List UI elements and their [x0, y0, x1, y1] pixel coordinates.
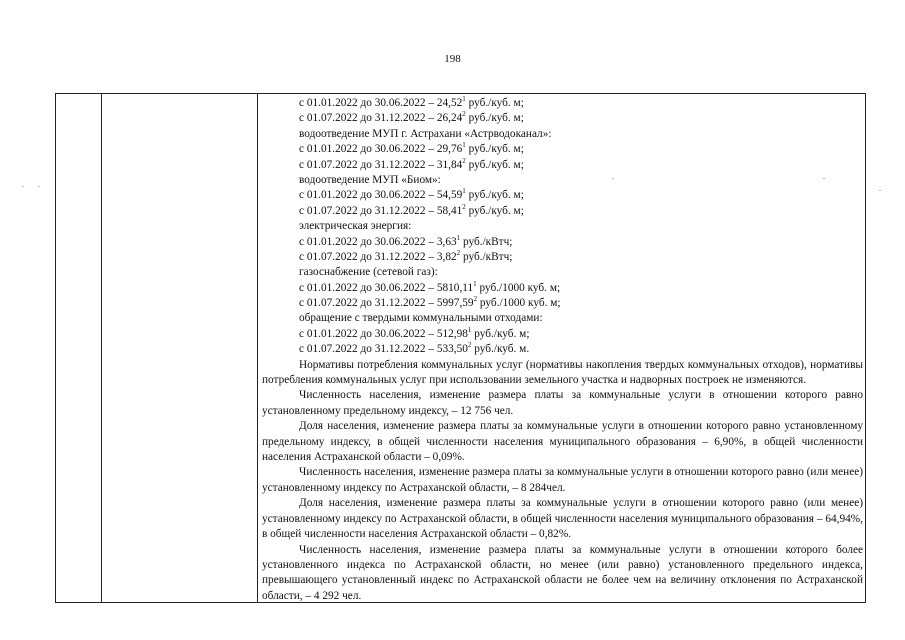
table-column-divider	[257, 94, 258, 602]
tariff-unit: руб./куб. м;	[465, 143, 524, 156]
scan-speck	[823, 178, 825, 179]
tariff-line	[262, 327, 863, 342]
scan-speck	[612, 178, 614, 179]
tariff-list	[262, 96, 863, 358]
tariff-line	[262, 235, 863, 250]
tariff-text: с 01.07.2022 до 31.12.2022 – 533,50	[299, 343, 468, 356]
footnote-marker: 1	[462, 95, 466, 104]
paragraph-share-regional: Доля населения, изменение размера платы за коммунальные услуги в отношении которого равно (или менее) установленному индексу по Астраханской области, в общей численности населения муниципального образования – 64,94%, в общей численности населения Астраханской области – 0,82%.	[262, 497, 863, 541]
tariff-text: с 01.01.2022 до 30.06.2022 – 54,59	[299, 189, 463, 202]
tariff-unit: руб./1000 куб. м;	[477, 297, 561, 310]
footnote-marker: 1	[467, 326, 472, 335]
tariff-unit: руб./кВтч;	[460, 250, 513, 263]
table-column-divider	[101, 94, 102, 602]
tariff-line	[262, 265, 863, 280]
tariff-unit: руб./1000 куб. м;	[476, 281, 561, 294]
tariff-unit: руб./куб. м;	[465, 97, 524, 109]
footnote-marker: 2	[462, 202, 466, 211]
tariff-text: водоотведение МУП г. Астрахани «Астрводоканал»:	[299, 127, 552, 140]
tariff-line	[262, 158, 863, 173]
paragraph-list	[262, 358, 863, 605]
tariff-text: с 01.07.2022 до 31.12.2022 – 31,84	[299, 158, 463, 171]
tariff-line	[262, 204, 863, 219]
footnote-marker: 2	[456, 249, 461, 258]
tariff-text: с 01.01.2022 до 30.06.2022 – 512,98	[299, 327, 468, 340]
tariff-unit: руб./куб. м;	[471, 327, 530, 340]
footnote-marker: 1	[473, 279, 477, 288]
tariff-unit: руб./куб. м;	[465, 204, 524, 217]
tariff-text: с 01.07.2022 до 31.12.2022 – 5997,59	[299, 297, 474, 310]
tariff-line	[262, 342, 863, 357]
tariff-line	[262, 173, 863, 188]
tariff-text: с 01.01.2022 до 30.06.2022 – 3,63	[299, 235, 457, 248]
tariff-line	[262, 96, 863, 111]
footnote-marker: 2	[467, 341, 472, 350]
paragraph-norms: Нормативы потребления коммунальных услуг (нормативы накопления твердых коммунальных отходов), нормативы потребления коммунальных услуг при использовании земельного участка и надворных построек не изменяются.	[262, 358, 863, 387]
tariff-line	[262, 250, 863, 265]
tariff-text: электрическая энергия:	[299, 220, 412, 233]
footnote-marker: 1	[462, 141, 466, 150]
tariff-unit: руб./куб. м;	[465, 158, 524, 171]
paragraph-population-regional: Численность населения, изменение размера платы за коммунальные услуги в отношении которого равно (или менее) установленному индексу по Астраханской области, – 8 284чел.	[262, 466, 863, 494]
tariff-line	[262, 219, 863, 234]
table-content-cell	[262, 96, 863, 604]
paragraph-population-limit: Численность населения, изменение размера платы за коммунальные услуги в отношении которого равно установленному предельному индексу, – 12 756 чел.	[262, 389, 863, 417]
tariff-line	[262, 127, 863, 142]
footnote-marker: 2	[462, 156, 466, 165]
tariff-line	[262, 281, 863, 296]
scan-speck	[22, 186, 24, 187]
paragraph-share-limit: Доля населения, изменение размера платы за коммунальные услуги в отношении которого равно установленному предельному индексу, в общей численности населения муниципального образования – 6,90%, в общей численности населения Астраханской области – 0,09%.	[262, 420, 863, 464]
tariff-text: обращение с твердыми коммунальными отходами:	[299, 312, 543, 325]
tariff-unit: руб./куб. м;	[465, 112, 524, 125]
tariff-text: водоотведение МУП «Биом»:	[299, 173, 441, 186]
tariff-unit: руб./куб. м;	[465, 189, 524, 202]
tariff-line	[262, 311, 863, 326]
tariff-unit: руб./кВтч;	[460, 235, 513, 248]
tariff-text: с 01.01.2022 до 30.06.2022 – 29,76	[299, 143, 463, 156]
footnote-marker: 2	[473, 295, 478, 304]
paragraph-population-above: Численность населения, изменение размера платы за коммунальные услуги в отношении которого более установленного индекса по Астраханской области, но менее (или равно) установленного предельного индекса, превышающего установленный индекс по Астраханской области не более чем на величину отклонения по Астраханской области, – 4 292 чел.	[262, 543, 863, 602]
tariff-text: с 01.07.2022 до 31.12.2022 – 26,24	[299, 112, 463, 125]
tariff-text: с 01.01.2022 до 30.06.2022 – 5810,11	[299, 281, 474, 294]
page-number: 198	[444, 53, 461, 65]
tariff-line	[262, 188, 863, 203]
tariff-line	[262, 111, 863, 126]
tariff-line	[262, 142, 863, 157]
footnote-marker: 1	[462, 187, 466, 196]
footnote-marker: 2	[462, 110, 466, 119]
tariff-text: с 01.01.2022 до 30.06.2022 – 24,52	[299, 97, 463, 109]
tariff-line	[262, 296, 863, 311]
tariff-text: с 01.07.2022 до 31.12.2022 – 3,82	[299, 250, 457, 263]
document-table	[55, 93, 866, 603]
scan-speck	[879, 190, 881, 191]
tariff-unit: руб./куб. м.	[471, 343, 530, 356]
scan-speck	[38, 186, 40, 187]
tariff-text: газоснабжение (сетевой газ):	[299, 266, 438, 279]
footnote-marker: 1	[456, 233, 461, 242]
tariff-text: с 01.07.2022 до 31.12.2022 – 58,41	[299, 204, 463, 217]
